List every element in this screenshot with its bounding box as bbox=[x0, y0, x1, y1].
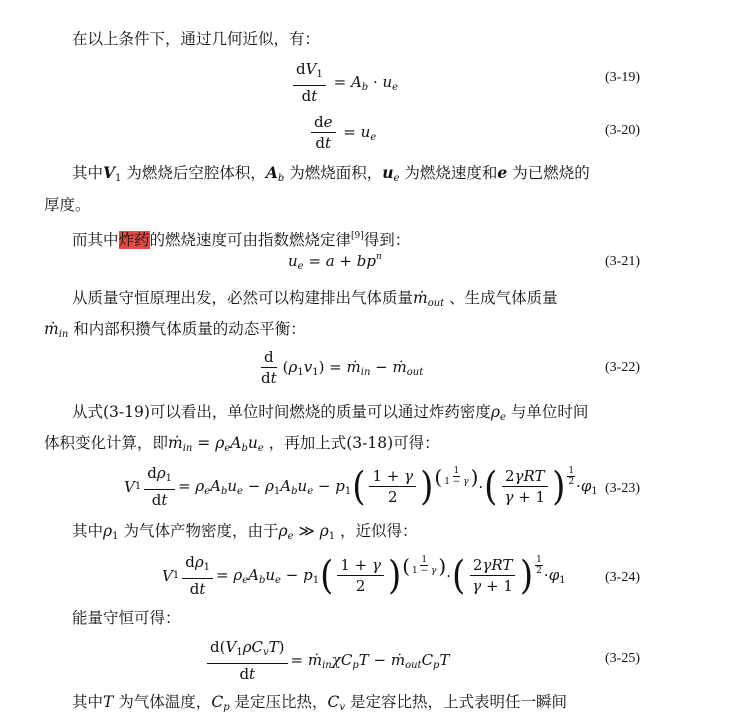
text-line-temperature: 其中T 为气体温度，$C_p$ 是定压比热，$C_v$ 是定容比热，上式表明任一瞬间 bbox=[72, 693, 568, 713]
text-line-burn-law bbox=[72, 221, 410, 255]
equation-number-3-20: (3-20) bbox=[605, 123, 640, 138]
text-span: 从式(3-19)可以看出，单位时间燃烧的质量可以通过炸药密度 bbox=[72, 403, 491, 421]
text-span: ，近似得： bbox=[340, 522, 418, 540]
text-span: 其中 bbox=[72, 522, 104, 540]
equation-3-25: $\frac{d(V_1\rho C_vT)}{dt}$ = $ṁ_{in}\chi C_pT$ − $ṁ_{out}C_pT$ bbox=[204, 638, 449, 683]
text-line-thickness bbox=[44, 190, 91, 220]
text-line-intro bbox=[72, 24, 320, 54]
text-span: 为已燃烧的 bbox=[512, 164, 590, 182]
equation-3-23: V 1 $\frac{d\rho_1}{dt}$ = $\rho_eA_bu_e - \rho_1A_bu_e - p_1$ ( $\frac{1 + \gamma}{2}$ ) ( $\frac{1}{1 - \gamma}$ ) · ( $\frac{\text{2γRT}}{\gamma + 1}$ ) $\frac{1}{2}$ $\cdot\varphi_1$ bbox=[124, 463, 598, 510]
text-span: 在以上条件下，通过几何近似，有： bbox=[72, 30, 321, 48]
text-line-density: 从式(3-19)可以看出，单位时间燃烧的质量可以通过炸药密度$\rho_e$ 与单位时间 bbox=[72, 403, 589, 423]
equation-number-3-24: (3-24) bbox=[605, 570, 640, 585]
equation-number-3-25: (3-25) bbox=[605, 651, 640, 666]
text-span: 为气体温度， bbox=[118, 693, 212, 711]
equation-number-3-19: (3-19) bbox=[605, 70, 640, 85]
citation-ref: [9] bbox=[351, 231, 364, 241]
equation-number-3-22: (3-22) bbox=[605, 360, 640, 375]
text-span: 为气体产物密度，由于 bbox=[123, 522, 279, 540]
text-span: 是定容比热，上式表明任一瞬间 bbox=[350, 693, 568, 711]
text-span: 为燃烧面积， bbox=[289, 164, 383, 182]
text-span: 体积变化计算，即 bbox=[44, 434, 169, 452]
equation-number-3-21: (3-21) bbox=[605, 254, 640, 269]
text-line-energy bbox=[72, 603, 181, 633]
text-span: 为燃烧速度和 bbox=[404, 164, 498, 182]
equation-3-19: $\frac{dV_1}{dt}$ = $A_b \cdot u_e$ bbox=[290, 60, 398, 105]
text-span: 厚度。 bbox=[44, 196, 91, 214]
text-line-definitions: 其中$V_1$ 为燃烧后空腔体积，$A_b$ 为燃烧面积，$u_e$ 为燃烧速度和e 为已燃烧的 bbox=[72, 163, 590, 184]
text-span: 而其中 bbox=[72, 231, 119, 249]
text-span: 的燃烧速度可由指数燃烧定律 bbox=[149, 231, 352, 249]
equation-3-22: $\frac{d}{dt}$ $(\rho_1v_1)$ = ṁ$_{in}$ − ṁ$_{out}$ bbox=[261, 348, 424, 387]
text-span: 、生成气体质量 bbox=[449, 289, 558, 307]
equation-3-20: $\frac{de}{dt}$ = $u_e$ bbox=[308, 113, 376, 152]
text-span: 和内部积攒气体质量的动态平衡： bbox=[73, 320, 306, 338]
text-span: ，再加上式(3-18)可得： bbox=[268, 434, 440, 452]
highlighted-text: 炸药 bbox=[118, 231, 150, 249]
equation-number-3-23: (3-23) bbox=[605, 481, 640, 496]
text-span: 为燃烧后空腔体积， bbox=[126, 164, 266, 182]
text-line-volume-change: 体积变化计算，即ṁ$_{in}$ = $\rho_eA_bu_e$ ，再加上式(3-18)可得： bbox=[44, 434, 440, 454]
text-span: 其中 bbox=[72, 693, 104, 711]
text-line-gas-density: 其中$\rho_1$ 为气体产物密度，由于$\rho_e$ ≫ $\rho_1$ ，近似得： bbox=[72, 522, 418, 542]
equation-3-24: V 1 $\frac{d\rho_1}{dt}$ = $\rho_eA_bu_e - p_1$ ( $\frac{1 + \gamma}{2}$ ) ( $\frac{1}{1 - \gamma}$ ) · ( $\frac{\text{2γRT}}{\gamma + 1}$ ) $\frac{1}{2}$ $\cdot\varphi_1$ bbox=[162, 552, 566, 599]
text-span: 与单位时间 bbox=[510, 403, 589, 421]
text-span: 得到： bbox=[363, 231, 411, 249]
equation-3-21: $u_e = a + bp^n$ bbox=[288, 252, 382, 272]
text-span: 从质量守恒原理出发，必然可以构建排出气体质量 bbox=[72, 289, 414, 307]
text-span: 其中 bbox=[72, 164, 104, 182]
text-span: 是定压比热， bbox=[234, 693, 328, 711]
text-line-balance: ṁ$_{in}$ 和内部积攒气体质量的动态平衡： bbox=[44, 320, 306, 340]
text-span: 能量守恒可得： bbox=[72, 609, 181, 627]
text-line-mass-conservation: 从质量守恒原理出发，必然可以构建排出气体质量ṁ$_{out}$ 、生成气体质量 bbox=[72, 289, 558, 309]
